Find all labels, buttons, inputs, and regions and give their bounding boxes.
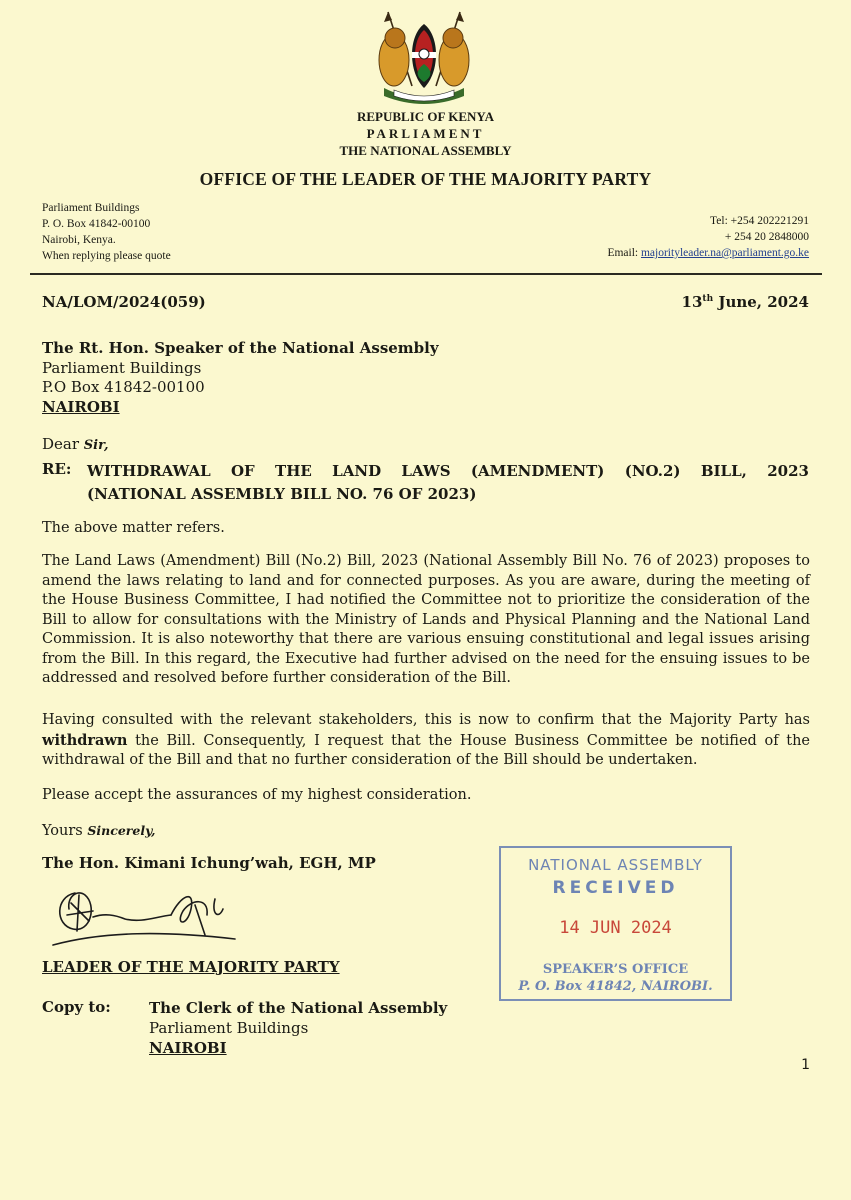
date-day: 13 — [681, 293, 703, 311]
email-link[interactable]: majorityleader.na@parliament.go.ke — [640, 247, 809, 259]
recipient-city: NAIROBI — [42, 397, 120, 416]
header-republic: REPUBLIC OF KENYA — [356, 109, 494, 124]
subject-line-2: (NATIONAL ASSEMBLY BILL NO. 76 OF 2023) — [87, 485, 477, 503]
subject-word: WITHDRAWAL — [87, 462, 211, 480]
signature-icon — [45, 875, 245, 953]
stamp-date: 14 JUN 2024 — [559, 918, 672, 938]
date-rest: June, 2024 — [713, 293, 809, 311]
email-label: Email: — [607, 247, 641, 259]
salutation-name: Sir, — [83, 438, 109, 453]
recipient-line: P.O Box 41842-00100 — [42, 378, 205, 396]
paragraph-body-2 — [42, 711, 810, 771]
subject-word: OF — [230, 462, 255, 480]
copy-to-label: Copy to: — [42, 998, 111, 1016]
stamp-line: NATIONAL ASSEMBLY — [528, 856, 703, 874]
address-line: When replying please quote — [42, 250, 171, 262]
closing-word: Sincerely, — [87, 823, 156, 838]
received-stamp — [499, 846, 732, 1001]
stamp-address: P. O. Box 41842, NAIROBI. — [518, 979, 713, 994]
signer-title: LEADER OF THE MAJORITY PARTY — [42, 958, 340, 976]
complimentary-close — [42, 823, 156, 839]
subject-word: (AMENDMENT) — [470, 462, 605, 480]
coat-of-arms-icon — [368, 8, 480, 108]
header-office-title: OFFICE OF THE LEADER OF THE MAJORITY PARTY — [199, 169, 652, 189]
subject-line-1 — [87, 460, 809, 483]
copy-city: NAIROBI — [149, 1039, 227, 1057]
telephone-2: + 254 20 2848000 — [724, 231, 809, 243]
letter-date — [682, 293, 809, 311]
copy-line: Parliament Buildings — [149, 1019, 309, 1037]
copy-to-block — [149, 998, 447, 1058]
subject-word: 2023 — [767, 462, 809, 480]
subject-line — [87, 460, 809, 506]
recipient-title: The Rt. Hon. Speaker of the National Assembly — [42, 339, 439, 357]
sender-address — [42, 200, 171, 264]
telephone-1: Tel: +254 202221291 — [710, 215, 809, 227]
paragraph-intro: The above matter refers. — [42, 520, 225, 536]
subject-word: LAND — [332, 462, 382, 480]
header-national-assembly: THE NATIONAL ASSEMBLY — [339, 143, 512, 158]
salutation-text: Dear — [42, 435, 84, 453]
stamp-received: RECEIVED — [552, 878, 679, 898]
signer-name: The Hon. Kimani Ichung’wah, EGH, MP — [42, 854, 376, 872]
paragraph-text: Having consulted with the relevant stakeholders, this is now to confirm that the Majority Party has — [42, 712, 810, 728]
recipient-block — [42, 339, 439, 417]
paragraph-emphasis: withdrawn — [42, 731, 128, 749]
stamp-office: SPEAKER’S OFFICE — [542, 962, 689, 977]
address-line: Parliament Buildings — [42, 202, 140, 214]
subject-word: (NO.2) — [624, 462, 681, 480]
copy-recipient: The Clerk of the National Assembly — [149, 999, 448, 1017]
paragraph-text: the Bill. Consequently, I request that the House Business Committee be notified of the withdrawal of the Bill and that no further consideration of the Bill should be undertaken. — [42, 732, 810, 768]
contact-details — [607, 213, 809, 261]
subject-word: THE — [275, 462, 312, 480]
address-line: P. O. Box 41842-00100 — [42, 218, 151, 230]
date-suffix: th — [702, 294, 714, 304]
page-number: 1 — [801, 1057, 810, 1073]
recipient-line: Parliament Buildings — [42, 358, 202, 377]
paragraph-body-1: The Land Laws (Amendment) Bill (No.2) Bill, 2023 (National Assembly Bill No. 76 of 2023) proposes to amend the laws relating to land and for connected purposes. As you are aware, during the meeting of the House Business Committee, I had notified the Committee not to prioritize the consideration of the Bill to allow for consultations with the Ministry of Lands and Physical Planning and the National Land Commission. It is also noteworthy that there are various ensuing constitutional and legal issues arising from the Bill. In this regard, the Executive had further advised on the need for the ensuing issues to be addressed and resolved before further consideration of the Bill. — [42, 553, 810, 686]
email-line — [607, 245, 809, 261]
address-line: Nairobi, Kenya. — [42, 234, 116, 246]
paragraph-closing: Please accept the assurances of my highest consideration. — [42, 787, 472, 803]
subject-word: LAWS — [401, 462, 451, 480]
header-parliament: PARLIAMENT — [366, 126, 485, 141]
salutation — [42, 435, 109, 453]
header-divider — [30, 273, 822, 275]
closing-text: Yours — [42, 823, 88, 839]
reference-number: NA/LOM/2024(059) — [42, 293, 206, 311]
subject-word: BILL, — [700, 462, 747, 480]
subject-label: RE: — [42, 460, 72, 478]
